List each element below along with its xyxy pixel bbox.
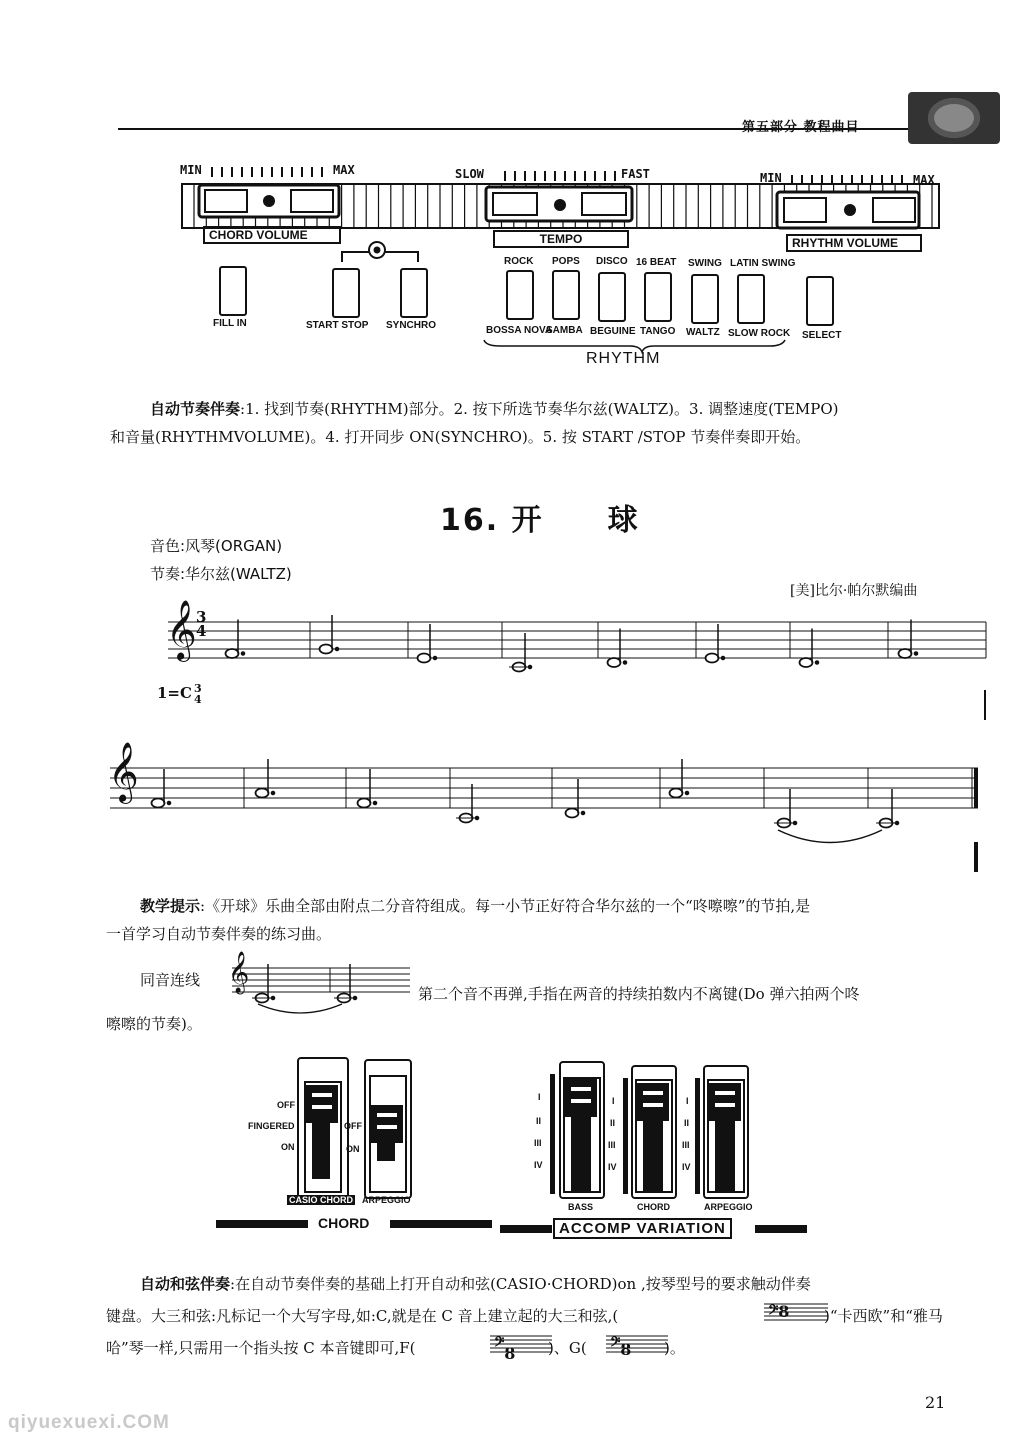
rhythm-volume-label: RHYTHM VOLUME [786, 234, 922, 252]
tips-text-2: 一首学习自动节奏伴奏的练习曲。 [106, 925, 332, 943]
tie-label: 同音连线 [140, 971, 201, 989]
note-dot [581, 811, 585, 815]
rhythm-button-beguine[interactable] [598, 272, 626, 322]
key-signature [157, 683, 202, 705]
accomp-variation-label: ACCOMP VARIATION [553, 1218, 732, 1239]
roman-label: II [536, 1116, 542, 1126]
bass-label: BASS [568, 1202, 594, 1212]
start-stop-label: START STOP [306, 320, 369, 331]
note-head [226, 649, 239, 658]
fill-in-label: FILL IN [213, 318, 247, 329]
note-head [566, 809, 579, 818]
time-top: 3 [196, 608, 207, 626]
watermark: qiyuexuexi.COM [8, 1412, 170, 1433]
song-tone: 音色:风琴(ORGAN) [150, 537, 283, 555]
treble-clef-icon: 𝄞 [228, 952, 250, 993]
roman-label: I [686, 1096, 689, 1106]
roman-label: IV [534, 1160, 543, 1170]
roman-label: IV [608, 1162, 617, 1172]
note-head [418, 654, 431, 663]
intro-line-1 [150, 395, 839, 423]
note-dot [721, 656, 725, 660]
autochord-text-1: :在自动节奏伴奏的基础上打开自动和弦(CASIO·CHORD)on ,按琴型号的要求触动伴奏 [230, 1275, 811, 1293]
note-dot [433, 656, 437, 660]
clef-number: 8 [778, 1302, 790, 1321]
select-label: SELECT [802, 330, 842, 341]
tips-line-1 [140, 892, 810, 920]
key-label: 1=C [157, 684, 192, 702]
rhythm-top-label: 16 BEAT [636, 257, 677, 268]
note-dot [167, 801, 171, 805]
rhythm-section-label: RHYTHM [586, 350, 661, 367]
rhythm-min-label: MIN [760, 171, 782, 185]
note-head [899, 649, 912, 658]
switch-fingered-label: FINGERED [248, 1121, 295, 1131]
roman-label: IV [682, 1162, 691, 1172]
song-arranger: [美]比尔·帕尔默编曲 [790, 583, 918, 599]
rhythm-top-label: LATIN SWING [730, 258, 796, 269]
roman-label: II [610, 1118, 616, 1128]
casio-chord-label: CASIO CHORD [289, 1195, 354, 1205]
key-time-top: 3 [193, 682, 202, 695]
note-head [670, 789, 683, 798]
autochord-text-2b: )“卡西欧”和“雅马 [824, 1307, 943, 1325]
note-head [152, 799, 165, 808]
tie-curve [258, 1004, 342, 1013]
note-dot [815, 661, 819, 665]
rhythm-bottom-label: SAMBA [546, 325, 583, 336]
select-button[interactable] [806, 276, 834, 326]
roman-label: III [682, 1140, 690, 1150]
note-head [706, 654, 719, 663]
note-dot [271, 791, 275, 795]
rhythm-bottom-label: SLOW ROCK [728, 328, 791, 339]
chord-volume-label: CHORD VOLUME [203, 226, 341, 244]
note-head [256, 789, 269, 798]
song-rhythm: 节奏:华尔兹(WALTZ) [150, 565, 292, 583]
arpeggio-label: ARPEGGIO [362, 1195, 411, 1205]
clef-number: 8 [620, 1340, 632, 1359]
tips-text-1: :《开球》乐曲全部由附点二分音符组成。每一小节正好符合华尔兹的一个“咚嚓嚓”的节拍,是 [200, 897, 811, 915]
time-signature [196, 610, 206, 638]
rhythm-top-label: POPS [552, 256, 580, 267]
chord-label: CHORD [637, 1202, 670, 1212]
intro-text-2: 和音量(RHYTHMVOLUME)。4. 打开同步 ON(SYNCHRO)。5. 按 START /STOP 节奏伴奏即开始。 [110, 428, 811, 446]
rhythm-bottom-label: BOSSA NOVA [486, 325, 553, 336]
switch-on2-label: ON [346, 1144, 360, 1154]
switch-on-label: ON [281, 1142, 295, 1152]
rhythm-top-label: DISCO [596, 256, 628, 267]
tie-text-2: 嚓嚓的节奏)。 [106, 1015, 202, 1033]
rhythm-top-label: SWING [688, 258, 722, 269]
rhythm-max-label: MAX [913, 173, 935, 187]
note-dot [685, 791, 689, 795]
autochord-text-3a: 哈”琴一样,只需用一个指头按 C 本音键即可,F( [106, 1339, 416, 1357]
bass-clef-c: 𝄢8 [768, 1302, 790, 1321]
autochord-text-3b: )、G( [548, 1339, 587, 1357]
chord-max-label: MAX [333, 163, 355, 177]
clef-number: 8 [504, 1344, 516, 1363]
key-time-bottom: 4 [193, 693, 202, 706]
roman-label: I [538, 1092, 541, 1102]
autochord-lead: 自动和弦伴奏 [140, 1275, 231, 1293]
tie-text-1: 第二个音不再弹,手指在两音的持续拍数内不离键(Do 弹六拍两个咚 [418, 985, 860, 1003]
rhythm-bottom-label: WALTZ [686, 327, 720, 338]
roman-label: III [534, 1138, 542, 1148]
arpeggio2-label: ARPEGGIO [704, 1202, 753, 1212]
treble-clef-icon: 𝄞 [108, 742, 139, 802]
time-bottom: 4 [196, 622, 207, 640]
rhythm-button-waltz[interactable] [691, 274, 719, 324]
switch-off-label: OFF [277, 1100, 295, 1110]
autochord-text-2a: 键盘。大三和弦:凡标记一个大写字母,如:C,就是在 C 音上建立起的大三和弦,( [106, 1307, 619, 1325]
song-title: 16. 开 球 [440, 503, 640, 538]
rhythm-button-tango[interactable] [644, 272, 672, 322]
switch-off2-label: OFF [344, 1121, 362, 1131]
treble-clef-icon: 𝄞 [166, 600, 197, 660]
chord-min-label: MIN [180, 163, 202, 177]
rhythm-button-bossa-nova[interactable] [506, 270, 534, 320]
synchro-button[interactable] [400, 268, 428, 318]
roman-label: III [608, 1140, 616, 1150]
tempo-fast-label: FAST [621, 167, 650, 181]
roman-label: I [612, 1096, 615, 1106]
start-stop-button[interactable] [332, 268, 360, 318]
fill-in-button[interactable] [219, 266, 247, 316]
autochord-line-1 [140, 1270, 811, 1298]
bass-clef-f: 𝄢8 [494, 1334, 516, 1363]
tips-lead: 教学提示 [140, 897, 201, 915]
note-head [358, 799, 371, 808]
note-head [608, 658, 621, 667]
bass-clef-g: 𝄢8 [610, 1334, 632, 1359]
chord-bar-label: CHORD [318, 1215, 370, 1231]
rhythm-bottom-label: BEGUINE [590, 326, 636, 337]
note-head [320, 645, 333, 654]
rhythm-button-samba[interactable] [552, 270, 580, 320]
autochord-text-3c: )。 [664, 1339, 685, 1357]
tie-curve [778, 830, 882, 843]
tempo-slow-label: SLOW [455, 167, 484, 181]
rhythm-bottom-label: TANGO [640, 326, 676, 337]
note-dot [373, 801, 377, 805]
note-dot [241, 652, 245, 656]
note-dot [623, 661, 627, 665]
rhythm-button-slow-rock[interactable] [737, 274, 765, 324]
page-number: 21 [925, 1393, 946, 1412]
intro-lead: 自动节奏伴奏 [150, 400, 241, 418]
synchro-label: SYNCHRO [386, 320, 437, 331]
tempo-label: TEMPO [493, 230, 629, 248]
roman-label: II [684, 1118, 690, 1128]
rhythm-top-label: ROCK [504, 256, 534, 267]
note-head [800, 658, 813, 667]
intro-text-1: :1. 找到节奏(RHYTHM)部分。2. 按下所选节奏华尔兹(WALTZ)。3. 调整速度(TEMPO) [240, 400, 839, 418]
note-dot [335, 647, 339, 651]
note-dot [914, 652, 918, 656]
